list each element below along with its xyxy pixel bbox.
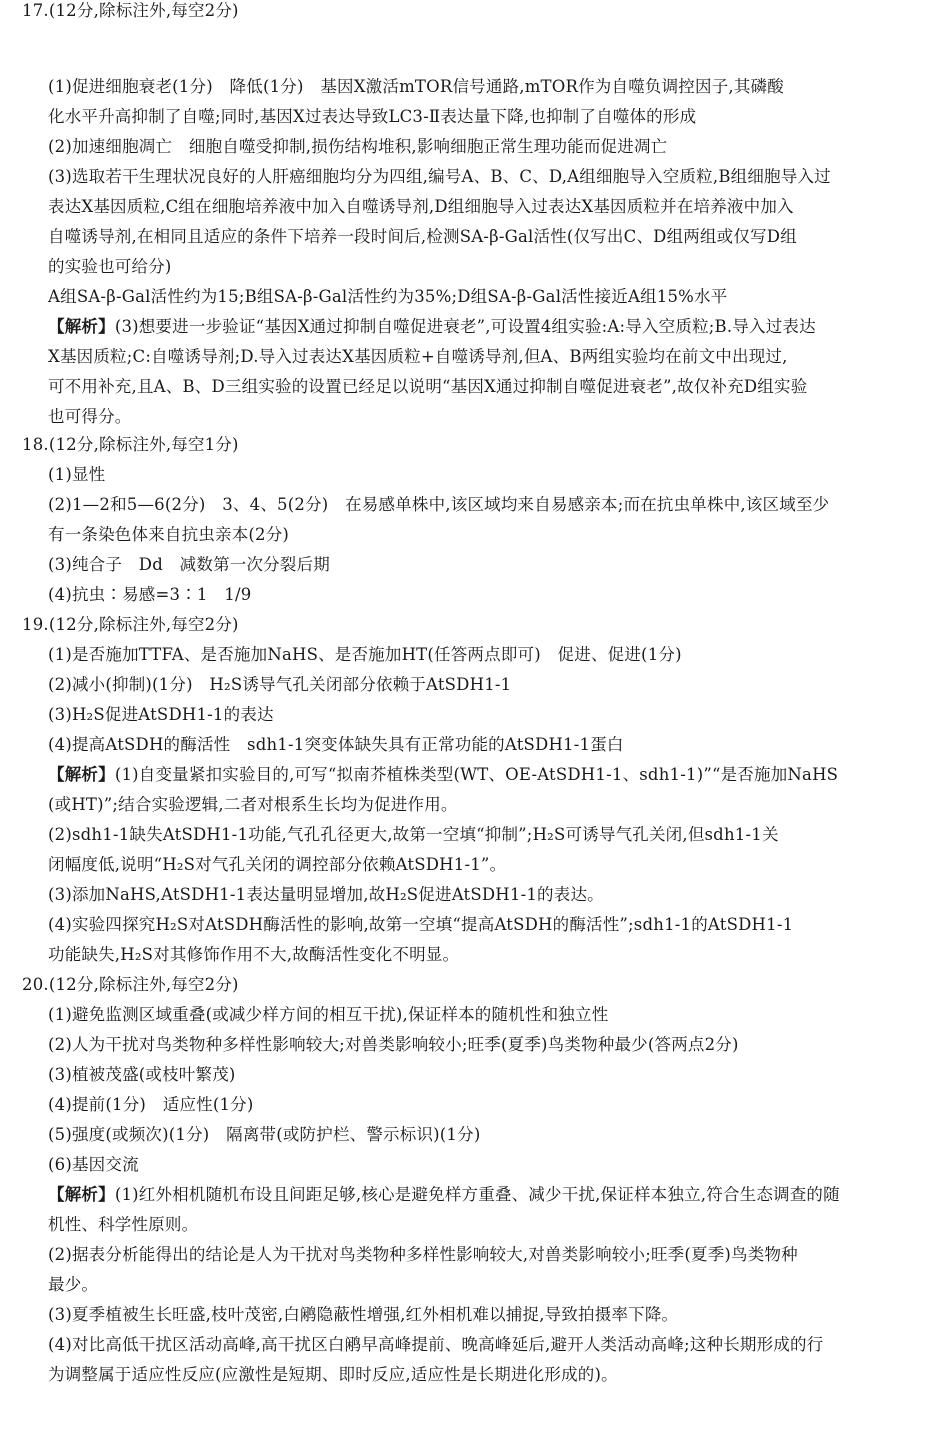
q17-analysis-line: 【解析】(3)想要进一步验证“基因X通过抑制自噬促进衰老”,可设置4组实验:A:导入空质粒;B.导入过表达 [48,317,816,336]
q20-answer-line: (4)提前(1分) 适应性(1分) [48,1095,254,1114]
q19-analysis-line: 功能缺失,H₂S对其修饰作用不大,故酶活性变化不明显。 [48,945,460,964]
q19-analysis-line: (4)实验四探究H₂S对AtSDH酶活性的影响,故第一空填“提高AtSDH的酶活性”;sdh1-1的AtSDH1-1 [48,915,794,934]
q18-answer-line: 有一条染色体来自抗虫亲本(2分) [48,525,290,544]
q17-analysis-line: 也可得分。 [48,407,132,426]
q20-answer-line: (1)避免监测区域重叠(或减少样方间的相互干扰),保证样本的随机性和独立性 [48,1005,609,1024]
q19-answer-line: (1)是否施加TTFA、是否施加NaHS、是否施加HT(任答两点即可) 促进、促进(1分) [48,645,682,664]
q19-analysis-line: 闭幅度低,说明“H₂S对气孔关闭的调控部分依赖AtSDH1-1”。 [48,855,507,874]
q19-answer-line: (3)H₂S促进AtSDH1-1的表达 [48,705,274,724]
q17-answer-line: (1)促进细胞衰老(1分) 降低(1分) 基因X激活mTOR信号通路,mTOR作为自噬负调控因子,其磷酸 [48,77,784,96]
q20-answer-line: (5)强度(或频次)(1分) 隔离带(或防护栏、警示标识)(1分) [48,1125,481,1144]
q19-analysis-line: (2)sdh1-1缺失AtSDH1-1功能,气孔孔径更大,故第一空填“抑制”;H₂S可诱导气孔关闭,但sdh1-1关 [48,825,779,844]
q17-answer-line: (3)选取若干生理状况良好的人肝癌细胞均分为四组,编号A、B、C、D,A组细胞导入空质粒,B组细胞导入过 [48,167,831,186]
q17-answer-line: 自噬诱导剂,在相同且适应的条件下培养一段时间后,检测SA-β-Gal活性(仅写出C、D组两组或仅写D组 [48,227,797,246]
q17-answer-line: 的实验也可给分) [48,257,172,276]
q20-analysis-line: (2)据表分析能得出的结论是人为干扰对鸟类物种多样性影响较大,对兽类影响较小;旺季(夏季)鸟类物种 [48,1245,798,1264]
analysis-marker: 【解析】 [48,317,115,336]
q20-analysis-line: 【解析】(1)红外相机随机布设且间距足够,核心是避免样方重叠、减少干扰,保证样本独立,符合生态调查的随 [48,1185,840,1204]
q19-analysis-line: (3)添加NaHS,AtSDH1-1表达量明显增加,故H₂S促进AtSDH1-1的表达。 [48,885,604,904]
q20-analysis-line: (4)对比高低干扰区活动高峰,高干扰区白鹇早高峰提前、晚高峰延后,避开人类活动高峰;这种长期形成的行 [48,1335,824,1354]
q19-analysis-line: 【解析】(1)自变量紧扣实验目的,可写“拟南芥植株类型(WT、OE-AtSDH1-1、sdh1-1)”“是否施加NaHS [48,765,839,784]
q18-answer-line: (3)纯合子 Dd 减数第一次分裂后期 [48,555,330,574]
q20-analysis-line: 最少。 [48,1275,99,1294]
q20-answer-line: (2)人为干扰对鸟类物种多样性影响较大;对兽类影响较小;旺季(夏季)鸟类物种最少(答两点2分) [48,1035,739,1054]
q20-answer-line: (6)基因交流 [48,1155,139,1174]
q20-analysis-line: (3)夏季植被生长旺盛,枝叶茂密,白鹇隐蔽性增强,红外相机难以捕捉,导致拍摄率下降。 [48,1305,679,1324]
q19-heading: 19.(12分,除标注外,每空2分) [22,615,239,634]
q20-analysis-line: 为调整属于适应性反应(应激性是短期、即时反应,适应性是长期进化形成的)。 [48,1365,618,1384]
q17-heading: 17.(12分,除标注外,每空2分) [22,1,239,20]
q19-answer-line: (4)提高AtSDH的酶活性 sdh1-1突变体缺失具有正常功能的AtSDH1-1蛋白 [48,735,624,754]
q18-answer-line: (2)1—2和5—6(2分) 3、4、5(2分) 在易感单株中,该区域均来自易感亲本;而在抗虫单株中,该区域至少 [48,495,830,514]
q17-answer-line: 化水平升高抑制了自噬;同时,基因X过表达导致LC3-Ⅱ表达量下降,也抑制了自噬体的形成 [48,107,697,126]
analysis-marker: 【解析】 [48,1185,115,1204]
q18-answer-line: (4)抗虫∶易感=3∶1 1/9 [48,585,252,604]
q18-answer-line: (1)显性 [48,465,106,484]
q17-answer-line: (2)加速细胞凋亡 细胞自噬受抑制,损伤结构堆积,影响细胞正常生理功能而促进凋亡 [48,137,668,156]
q19-answer-line: (2)减小(抑制)(1分) H₂S诱导气孔关闭部分依赖于AtSDH1-1 [48,675,512,694]
q20-answer-line: (3)植被茂盛(或枝叶繁茂) [48,1065,236,1084]
q17-answer-line: 表达X基因质粒,C组在细胞培养液中加入自噬诱导剂,D组细胞导入过表达X基因质粒并在培养液中加入 [48,197,794,216]
q18-heading: 18.(12分,除标注外,每空1分) [22,435,239,454]
q17-analysis-line: X基因质粒;C:自噬诱导剂;D.导入过表达X基因质粒+自噬诱导剂,但A、B两组实验均在前文中出现过, [48,347,788,366]
q17-answer-line: A组SA-β-Gal活性约为15;B组SA-β-Gal活性约为35%;D组SA-β-Gal活性接近A组15%水平 [48,287,728,306]
q19-analysis-line: (或HT)”;结合实验逻辑,二者对根系生长均为促进作用。 [48,795,458,814]
q20-analysis-line: 机性、科学性原则。 [48,1215,199,1234]
q17-analysis-line: 可不用补充,且A、B、D三组实验的设置已经足以说明“基因X通过抑制自噬促进衰老”,故仅补充D组实验 [48,377,808,396]
q20-heading: 20.(12分,除标注外,每空2分) [22,975,239,994]
analysis-marker: 【解析】 [48,765,115,784]
